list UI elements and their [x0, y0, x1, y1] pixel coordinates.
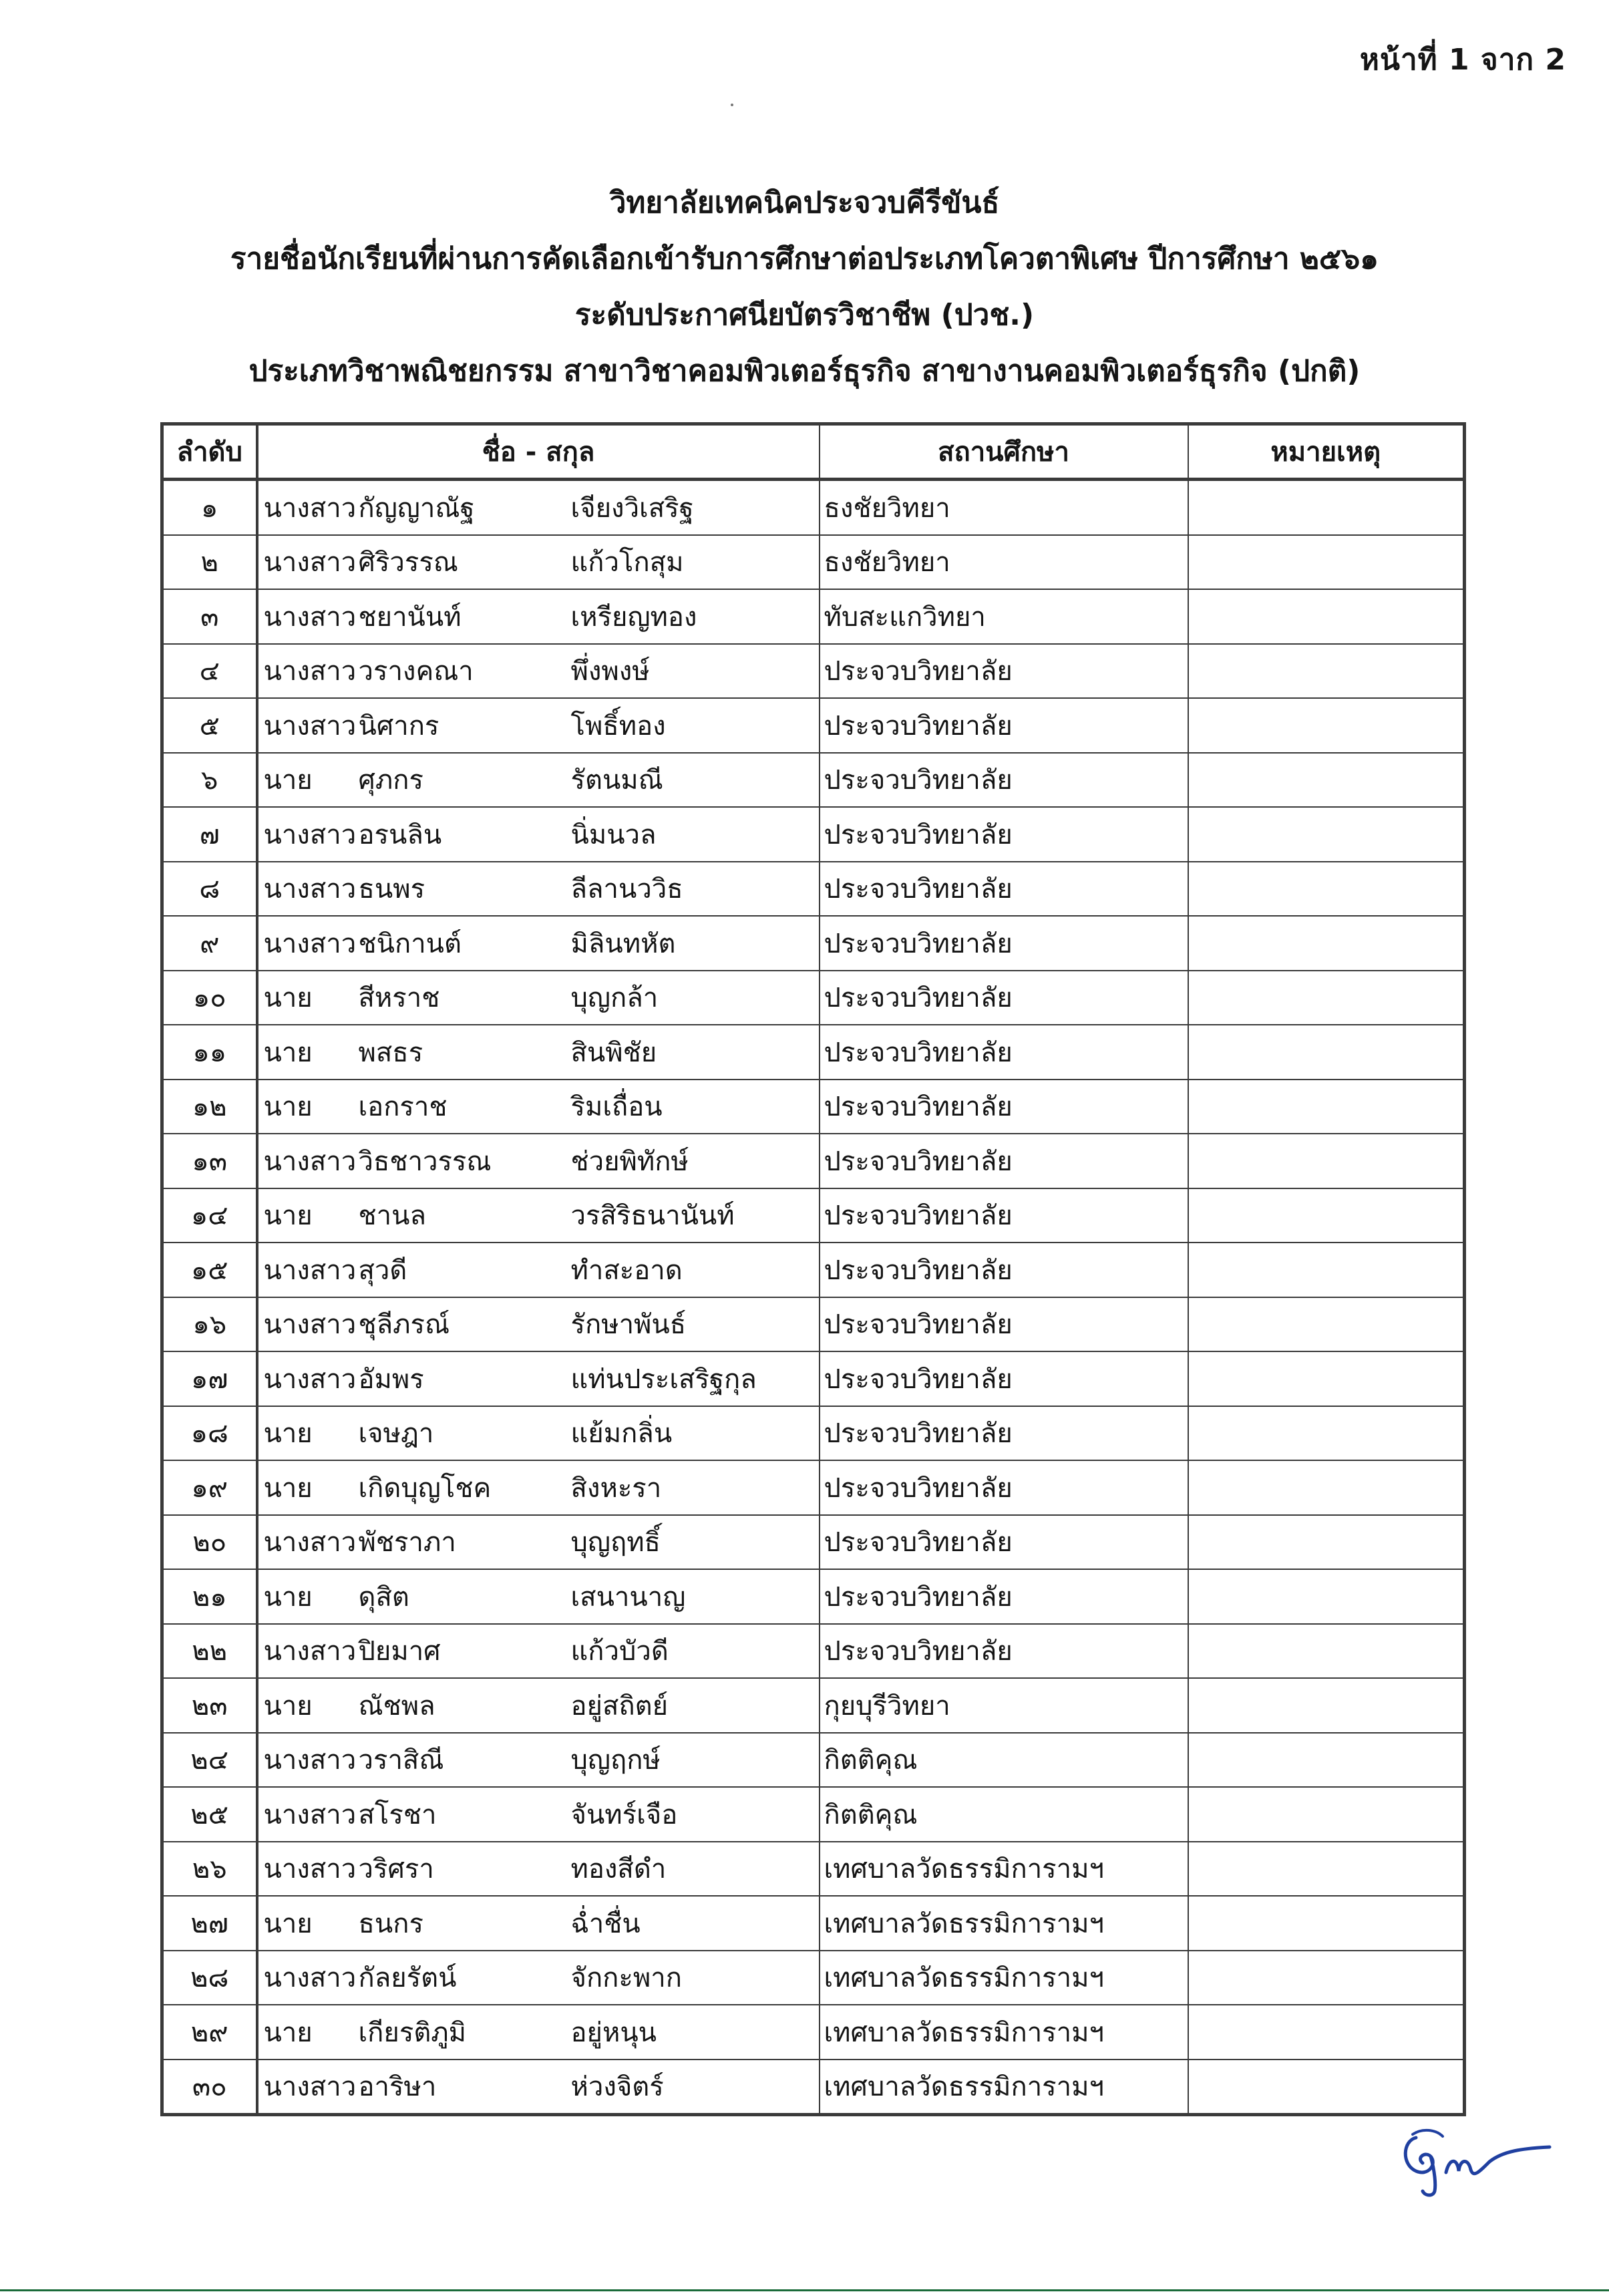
- first-name: วริศรา: [358, 1854, 434, 1885]
- note-cell: [1188, 1188, 1465, 1243]
- table-row: [162, 1188, 1465, 1243]
- header-school: สถานศึกษา: [820, 424, 1188, 480]
- row-number: ๒: [162, 535, 257, 590]
- first-name: อัมพร: [358, 1363, 424, 1395]
- last-name: แท่นประเสริฐกุล: [570, 1363, 757, 1395]
- row-number: ๒๘: [162, 1951, 257, 2005]
- last-name: วรสิริธนานันท์: [570, 1200, 735, 1232]
- table-row: [162, 1733, 1465, 1788]
- row-number: ๑๕: [162, 1243, 257, 1297]
- student-name: [257, 1025, 820, 1080]
- note-cell: [1188, 971, 1465, 1025]
- row-number: ๒๖: [162, 1842, 257, 1897]
- name-title: นางสาว: [263, 1745, 357, 1776]
- student-name: [257, 1678, 820, 1733]
- table-header-row: [162, 424, 1465, 480]
- first-name: วรางคณา: [358, 656, 474, 687]
- school-name: ประจวบวิทยาลัย: [820, 916, 1188, 971]
- first-name: สีหราช: [358, 983, 440, 1014]
- last-name: จันทร์เจือ: [570, 1799, 678, 1830]
- note-cell: [1188, 1951, 1465, 2005]
- school-name: ประจวบวิทยาลัย: [820, 698, 1188, 753]
- row-number: ๑: [162, 480, 257, 535]
- header-order: ลำดับ: [162, 424, 257, 480]
- table-row: [162, 1842, 1465, 1897]
- row-number: ๑๘: [162, 1406, 257, 1461]
- name-title: นางสาว: [263, 710, 357, 742]
- page-number: หน้าที่ 1 จาก 2: [1359, 43, 1566, 77]
- note-cell: [1188, 1297, 1465, 1352]
- name-title: นางสาว: [263, 874, 357, 905]
- header-note: หมายเหตุ: [1188, 424, 1465, 480]
- school-name: เทศบาลวัดธรรมิการามฯ: [820, 1896, 1188, 1951]
- name-title: นาย: [263, 2017, 313, 2048]
- school-name: ประจวบวิทยาลัย: [820, 1406, 1188, 1461]
- row-number: ๔: [162, 644, 257, 699]
- last-name: เสนานาญ: [570, 1581, 686, 1613]
- table-row: [162, 535, 1465, 590]
- student-name: [257, 1624, 820, 1679]
- last-name: นิ่มนวล: [570, 819, 657, 850]
- table-row: [162, 971, 1465, 1025]
- name-title: นางสาว: [263, 2072, 357, 2103]
- college-name: วิทยาลัยเทคนิคประจวบคีรีขันธ์: [609, 186, 1000, 220]
- first-name: ดุสิต: [358, 1581, 409, 1613]
- school-name: ธงชัยวิทยา: [820, 535, 1188, 590]
- last-name: แย้มกลิ่น: [570, 1418, 673, 1450]
- student-name: [257, 1896, 820, 1951]
- school-name: ประจวบวิทยาลัย: [820, 1080, 1188, 1134]
- first-name: เจษฎา: [358, 1418, 434, 1450]
- student-name: [257, 1080, 820, 1134]
- row-number: ๗: [162, 807, 257, 862]
- note-cell: [1188, 1678, 1465, 1733]
- name-title: นางสาว: [263, 1963, 357, 1994]
- last-name: ทองสีดำ: [570, 1854, 667, 1885]
- name-title: นางสาว: [263, 601, 357, 633]
- table-row: [162, 1406, 1465, 1461]
- row-number: ๑๖: [162, 1297, 257, 1352]
- student-name: [257, 916, 820, 971]
- name-title: นาย: [263, 1200, 313, 1232]
- name-title: นางสาว: [263, 492, 357, 524]
- row-number: ๑๔: [162, 1188, 257, 1243]
- school-name: เทศบาลวัดธรรมิการามฯ: [820, 2060, 1188, 2115]
- note-cell: [1188, 2060, 1465, 2115]
- student-name: [257, 480, 820, 535]
- last-name: เหรียญทอง: [570, 601, 697, 633]
- first-name: ชยานันท์: [358, 601, 462, 633]
- first-name: เอกราช: [358, 1092, 448, 1123]
- name-title: นาย: [263, 1581, 313, 1613]
- name-title: นาย: [263, 1092, 313, 1123]
- school-name: ประจวบวิทยาลัย: [820, 1297, 1188, 1352]
- first-name: อรนลิน: [358, 819, 442, 850]
- first-name: ชานล: [358, 1200, 426, 1232]
- name-title: นางสาว: [263, 656, 357, 687]
- student-name: [257, 1842, 820, 1897]
- first-name: ปิยมาศ: [358, 1636, 441, 1667]
- last-name: พึ่งพงษ์: [570, 656, 650, 687]
- school-name: ประจวบวิทยาลัย: [820, 753, 1188, 808]
- row-number: ๒๙: [162, 2005, 257, 2060]
- school-name: ธงชัยวิทยา: [820, 480, 1188, 535]
- first-name: นิศากร: [358, 710, 439, 742]
- table-row: [162, 644, 1465, 699]
- school-name: ประจวบวิทยาลัย: [820, 1624, 1188, 1679]
- last-name: ห่วงจิตร์: [570, 2072, 664, 2103]
- row-number: ๒๑: [162, 1569, 257, 1624]
- row-number: ๑๓: [162, 1134, 257, 1188]
- table-row: [162, 1678, 1465, 1733]
- note-cell: [1188, 589, 1465, 644]
- first-name: ชนิกานต์: [358, 928, 462, 959]
- name-title: นางสาว: [263, 1854, 357, 1885]
- note-cell: [1188, 1460, 1465, 1515]
- school-name: เทศบาลวัดธรรมิการามฯ: [820, 1951, 1188, 2005]
- name-title: นางสาว: [263, 819, 357, 850]
- first-name: เกิดบุญโชค: [358, 1472, 492, 1504]
- table-row: [162, 1951, 1465, 2005]
- row-number: ๖: [162, 753, 257, 808]
- handwritten-signature: [1396, 2124, 1563, 2198]
- table-row: [162, 1624, 1465, 1679]
- name-title: นาย: [263, 1418, 313, 1450]
- first-name: ธนกร: [358, 1908, 423, 1939]
- list-title: รายชื่อนักเรียนที่ผ่านการคัดเลือกเข้ารับการศึกษาต่อประเภทโควตาพิเศษ ปีการศึกษา ๒๕๖๑: [230, 242, 1379, 276]
- row-number: ๑๒: [162, 1080, 257, 1134]
- last-name: จักกะพาก: [570, 1963, 682, 1994]
- note-cell: [1188, 1787, 1465, 1842]
- table-row: [162, 1297, 1465, 1352]
- first-name: เกียรติภูมิ: [358, 2017, 467, 2048]
- name-title: นาย: [263, 1037, 313, 1068]
- name-title: นาย: [263, 983, 313, 1014]
- school-name: ประจวบวิทยาลัย: [820, 1515, 1188, 1570]
- student-name: [257, 535, 820, 590]
- school-name: ประจวบวิทยาลัย: [820, 862, 1188, 917]
- table-row: [162, 1134, 1465, 1188]
- table-row: [162, 1351, 1465, 1406]
- table-row: [162, 862, 1465, 917]
- table-row: [162, 2060, 1465, 2115]
- last-name: แก้วบัวดี: [570, 1636, 669, 1667]
- table-row: [162, 698, 1465, 753]
- name-title: นางสาว: [263, 1636, 357, 1667]
- student-name: [257, 589, 820, 644]
- note-cell: [1188, 1134, 1465, 1188]
- row-number: ๒๔: [162, 1733, 257, 1788]
- first-name: ศิริวรรณ: [358, 547, 458, 579]
- scan-speck: [731, 104, 733, 106]
- name-title: นางสาว: [263, 1363, 357, 1395]
- program-title: ประเภทวิชาพณิชยกรรม สาขาวิชาคอมพิวเตอร์ธุรกิจ สาขางานคอมพิวเตอร์ธุรกิจ (ปกติ): [248, 354, 1361, 388]
- table-row: [162, 1460, 1465, 1515]
- school-name: ประจวบวิทยาลัย: [820, 1243, 1188, 1297]
- name-title: นางสาว: [263, 1146, 357, 1177]
- student-name: [257, 971, 820, 1025]
- school-name: กิตติคุณ: [820, 1787, 1188, 1842]
- school-name: เทศบาลวัดธรรมิการามฯ: [820, 2005, 1188, 2060]
- note-cell: [1188, 698, 1465, 753]
- note-cell: [1188, 480, 1465, 535]
- school-name: ประจวบวิทยาลัย: [820, 1025, 1188, 1080]
- student-name: [257, 1460, 820, 1515]
- last-name: บุญฤทธิ์: [570, 1527, 661, 1559]
- bottom-rule: [0, 2289, 1609, 2291]
- table-row: [162, 480, 1465, 535]
- last-name: ริมเถื่อน: [570, 1092, 663, 1123]
- name-title: นางสาว: [263, 1799, 357, 1830]
- student-name: [257, 753, 820, 808]
- name-title: นาย: [263, 765, 313, 796]
- row-number: ๘: [162, 862, 257, 917]
- school-name: ประจวบวิทยาลัย: [820, 644, 1188, 699]
- first-name: สุวดี: [358, 1255, 407, 1286]
- name-title: นางสาว: [263, 1527, 357, 1559]
- student-name: [257, 1569, 820, 1624]
- last-name: มิลินทหัต: [570, 928, 676, 959]
- student-name: [257, 1188, 820, 1243]
- note-cell: [1188, 1733, 1465, 1788]
- first-name: กัญญาณัฐ: [358, 492, 475, 524]
- student-name: [257, 644, 820, 699]
- note-cell: [1188, 753, 1465, 808]
- table-row: [162, 1515, 1465, 1570]
- note-cell: [1188, 1515, 1465, 1570]
- name-title: นาย: [263, 1472, 313, 1504]
- table-body: [162, 480, 1465, 2115]
- student-name: [257, 807, 820, 862]
- school-name: ประจวบวิทยาลัย: [820, 1351, 1188, 1406]
- table-row: [162, 1569, 1465, 1624]
- note-cell: [1188, 1896, 1465, 1951]
- last-name: รัตนมณี: [570, 765, 663, 796]
- last-name: อยู่สถิตย์: [570, 1690, 669, 1721]
- student-name: [257, 2005, 820, 2060]
- row-number: ๑๙: [162, 1460, 257, 1515]
- school-name: ประจวบวิทยาลัย: [820, 1460, 1188, 1515]
- note-cell: [1188, 1243, 1465, 1297]
- first-name: อาริษา: [358, 2072, 437, 2103]
- first-name: สโรชา: [358, 1799, 437, 1830]
- row-number: ๙: [162, 916, 257, 971]
- table-row: [162, 1025, 1465, 1080]
- level-title: ระดับประกาศนียบัตรวิชาชีพ (ปวช.): [574, 298, 1035, 332]
- note-cell: [1188, 2005, 1465, 2060]
- row-number: ๓๐: [162, 2060, 257, 2115]
- student-name: [257, 1297, 820, 1352]
- student-name: [257, 1243, 820, 1297]
- student-name: [257, 1134, 820, 1188]
- first-name: กัลยรัตน์: [358, 1963, 457, 1994]
- last-name: ทำสะอาด: [570, 1255, 683, 1286]
- school-name: กุยบุรีวิทยา: [820, 1678, 1188, 1733]
- last-name: สิงหะรา: [570, 1472, 662, 1504]
- school-name: ประจวบวิทยาลัย: [820, 1569, 1188, 1624]
- last-name: ฉ่ำชื่น: [570, 1908, 641, 1939]
- student-table-container: [160, 422, 1466, 2116]
- school-name: ประจวบวิทยาลัย: [820, 807, 1188, 862]
- note-cell: [1188, 644, 1465, 699]
- table-row: [162, 1080, 1465, 1134]
- row-number: ๑๑: [162, 1025, 257, 1080]
- note-cell: [1188, 1025, 1465, 1080]
- first-name: ธนพร: [358, 874, 425, 905]
- student-name: [257, 1515, 820, 1570]
- student-name: [257, 1787, 820, 1842]
- note-cell: [1188, 862, 1465, 917]
- last-name: บุญกล้า: [570, 983, 659, 1014]
- note-cell: [1188, 1624, 1465, 1679]
- header-name: ชื่อ - สกุล: [257, 424, 820, 480]
- note-cell: [1188, 807, 1465, 862]
- note-cell: [1188, 1569, 1465, 1624]
- last-name: ลีลานววิธ: [570, 874, 683, 905]
- name-title: นางสาว: [263, 1255, 357, 1286]
- note-cell: [1188, 1351, 1465, 1406]
- first-name: วราสิณี: [358, 1745, 444, 1776]
- last-name: บุญฤกษ์: [570, 1745, 661, 1776]
- document-header: [0, 175, 1609, 399]
- table-row: [162, 807, 1465, 862]
- last-name: รักษาพันธ์: [570, 1309, 687, 1341]
- last-name: สินพิชัย: [570, 1037, 657, 1068]
- first-name: ชุลีภรณ์: [358, 1309, 450, 1341]
- school-name: ประจวบวิทยาลัย: [820, 971, 1188, 1025]
- school-name: ประจวบวิทยาลัย: [820, 1134, 1188, 1188]
- first-name: ศุภกร: [358, 765, 423, 796]
- student-name: [257, 1951, 820, 2005]
- name-title: นางสาว: [263, 1309, 357, 1341]
- table-row: [162, 916, 1465, 971]
- last-name: โพธิ์ทอง: [570, 710, 666, 742]
- first-name: พัชราภา: [358, 1527, 456, 1559]
- table-row: [162, 589, 1465, 644]
- first-name: ณัชพล: [358, 1690, 435, 1721]
- last-name: เจียงวิเสริฐ: [570, 492, 694, 524]
- school-name: เทศบาลวัดธรรมิการามฯ: [820, 1842, 1188, 1897]
- note-cell: [1188, 1842, 1465, 1897]
- student-name: [257, 698, 820, 753]
- table-row: [162, 1896, 1465, 1951]
- table-row: [162, 1243, 1465, 1297]
- school-name: ทับสะแกวิทยา: [820, 589, 1188, 644]
- table-row: [162, 753, 1465, 808]
- last-name: อยู่หนุน: [570, 2017, 657, 2048]
- row-number: ๒๐: [162, 1515, 257, 1570]
- table-row: [162, 1787, 1465, 1842]
- first-name: วิธชาวรรณ: [358, 1146, 492, 1177]
- note-cell: [1188, 1080, 1465, 1134]
- note-cell: [1188, 916, 1465, 971]
- student-name: [257, 1406, 820, 1461]
- table-row: [162, 2005, 1465, 2060]
- row-number: ๑๗: [162, 1351, 257, 1406]
- student-name: [257, 862, 820, 917]
- student-name: [257, 1351, 820, 1406]
- note-cell: [1188, 535, 1465, 590]
- row-number: ๒๗: [162, 1896, 257, 1951]
- first-name: พสธร: [358, 1037, 423, 1068]
- student-name: [257, 2060, 820, 2115]
- row-number: ๒๒: [162, 1624, 257, 1679]
- name-title: นางสาว: [263, 928, 357, 959]
- last-name: แก้วโกสุม: [570, 547, 684, 579]
- student-table: [160, 422, 1466, 2116]
- school-name: กิตติคุณ: [820, 1733, 1188, 1788]
- row-number: ๒๕: [162, 1787, 257, 1842]
- name-title: นาย: [263, 1908, 313, 1939]
- row-number: ๕: [162, 698, 257, 753]
- row-number: ๒๓: [162, 1678, 257, 1733]
- note-cell: [1188, 1406, 1465, 1461]
- last-name: ช่วยพิทักษ์: [570, 1146, 689, 1177]
- name-title: นาย: [263, 1690, 313, 1721]
- school-name: ประจวบวิทยาลัย: [820, 1188, 1188, 1243]
- row-number: ๑๐: [162, 971, 257, 1025]
- student-name: [257, 1733, 820, 1788]
- row-number: ๓: [162, 589, 257, 644]
- name-title: นางสาว: [263, 547, 357, 579]
